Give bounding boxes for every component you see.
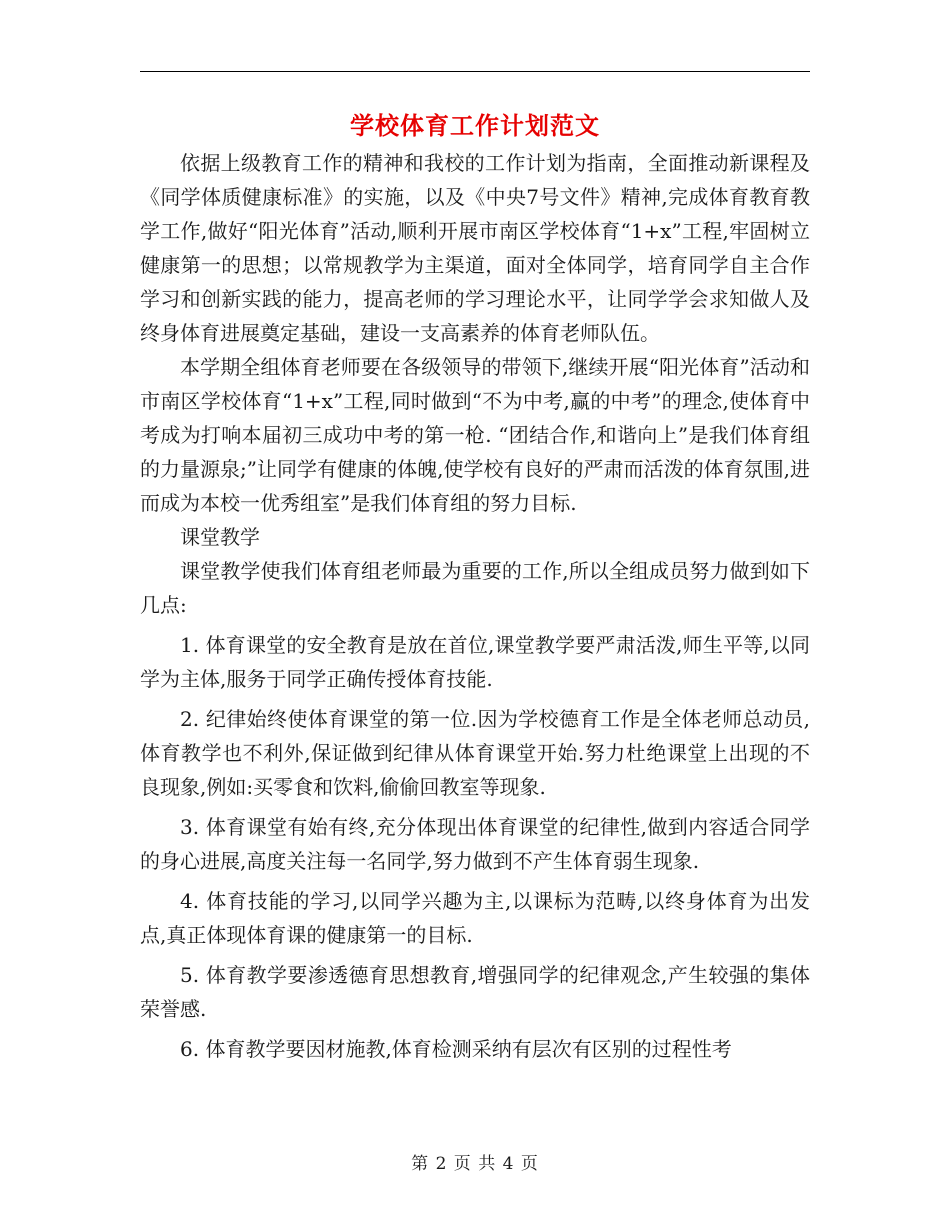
list-item: 5. 体育教学要渗透德育思想教育,增强同学的纪律观念,产生较强的集体荣誉感. — [140, 963, 810, 1021]
paragraph-goals: 本学期全组体育老师要在各级领导的带领下,继续开展“阳光体育”活动和市南区学校体育“1+x”工程,同时做到“不为中考,赢的中考”的理念,使体育中考成为打响本届初三成功中考的第一枪. “团结合作,和谐向上”是我们体育组的力量源泉;”让同学有健康的体魄,使学校有良好的严肃而活泼的体育氛围,进而成为本校一优秀组室”是我们体育组的努力目标. — [140, 355, 810, 515]
page-number-footer: 第 2 页 共 4 页 — [411, 1154, 539, 1174]
list-item: 6. 体育教学要因材施教,体育检测采纳有层次有区别的过程性考 — [180, 1037, 732, 1061]
list-item: 1. 体育课堂的安全教育是放在首位,课堂教学要严肃活泼,师生平等,以同学为主体,服务于同学正确传授体育技能. — [140, 633, 810, 691]
list-item: 4. 体育技能的学习,以同学兴趣为主,以课标为范畴,以终身体育为出发点,真正体现体育课的健康第一的目标. — [140, 889, 810, 947]
paragraph-intro: 依据上级教育工作的精神和我校的工作计划为指南，全面推动新课程及《同学体质健康标准》的实施，以及《中央7号文件》精神,完成体育教育教学工作,做好“阳光体育”活动,顺利开展市南区学校体育“1+x”工程,牢固树立健康第一的思想；以常规教学为主渠道，面对全体同学，培育同学自主合作学习和创新实践的能力，提高老师的学习理论水平，让同学学会求知做人及终身体育进展奠定基础，建设一支高素养的体育老师队伍。 — [140, 151, 810, 345]
document-body — [140, 146, 810, 1066]
list-item: 2. 纪律始终使体育课堂的第一位.因为学校德育工作是全体老师总动员,体育教学也不利外,保证做到纪律从体育课堂开始.努力杜绝课堂上出现的不良现象,例如:买零食和饮料,偷偷回教室等现象. — [140, 707, 810, 799]
paragraph-classroom-intro: 课堂教学使我们体育组老师最为重要的工作,所以全组成员努力做到如下几点: — [140, 559, 810, 617]
section-heading-classroom: 课堂教学 — [180, 525, 260, 549]
list-item: 3. 体育课堂有始有终,充分体现出体育课堂的纪律性,做到内容适合同学的身心进展,高度关注每一名同学,努力做到不产生体育弱生现象. — [140, 815, 810, 873]
header-rule — [140, 71, 810, 72]
document-title: 学校体育工作计划范文 — [350, 111, 600, 140]
